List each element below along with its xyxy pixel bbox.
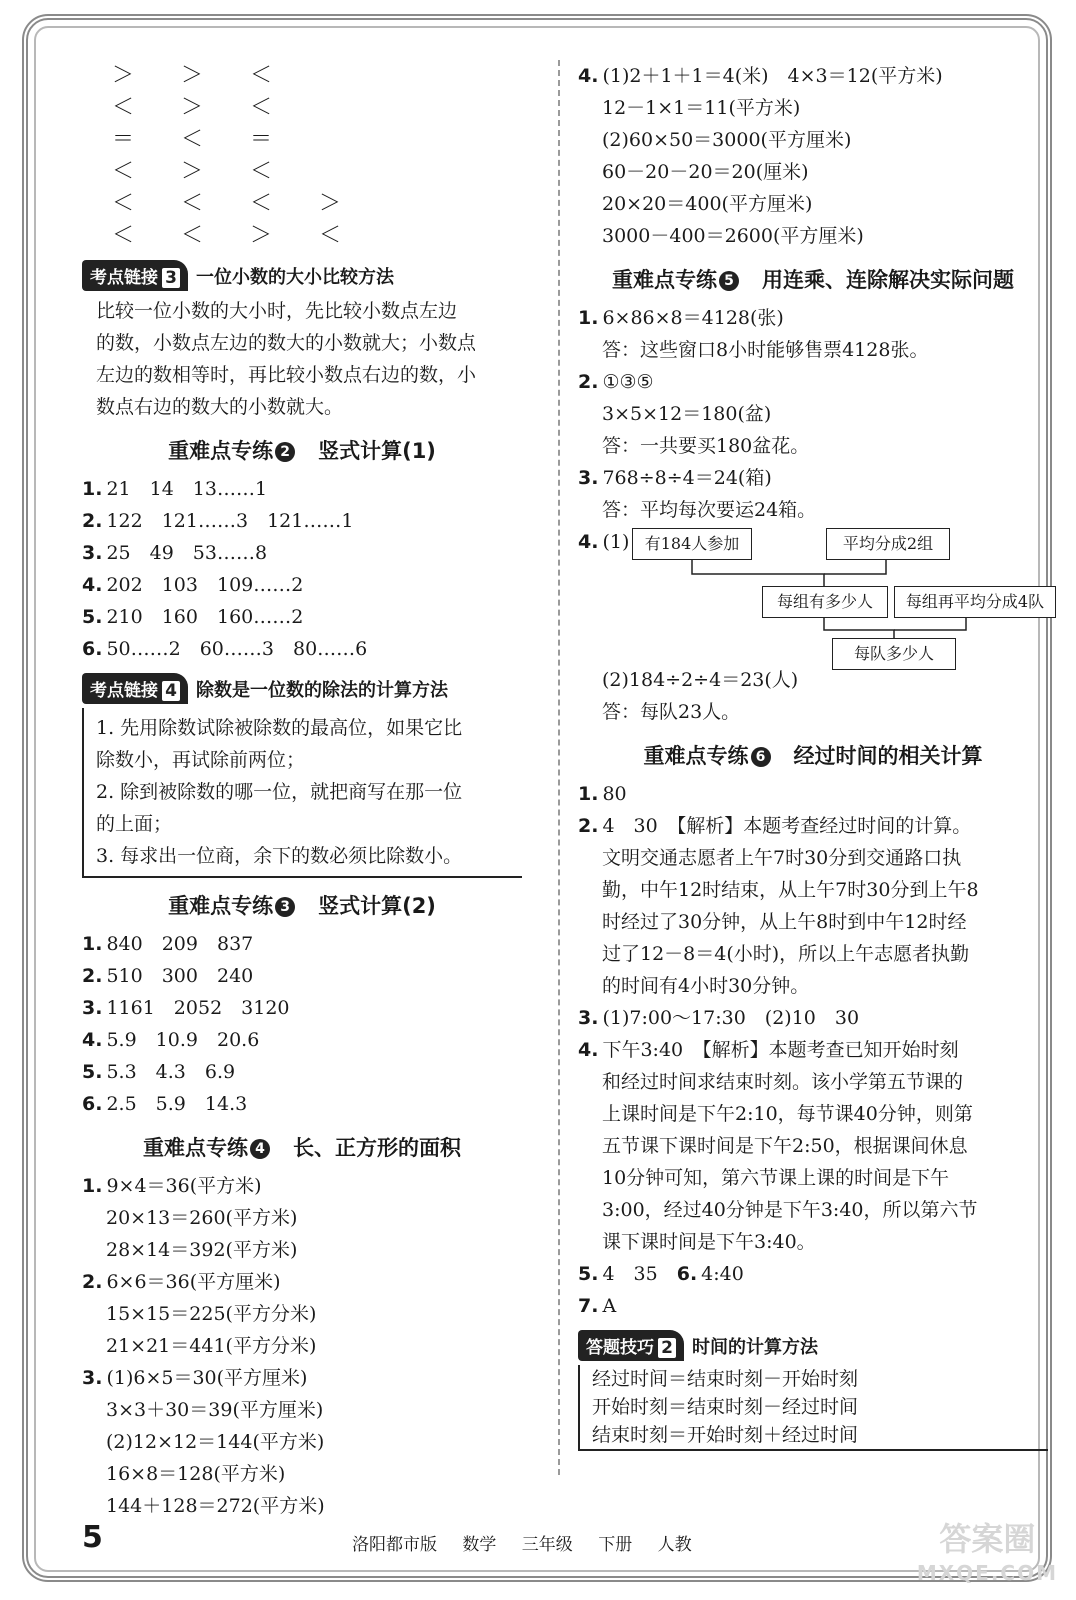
section6-answers <box>578 778 1048 1322</box>
answer-line: 16×8＝128(平方米) <box>106 1463 286 1485</box>
section4-title: 重难点专练 4 长、正方形的面积 <box>143 1136 461 1160</box>
answer-line: 6. 2.5 5.9 14.3 <box>82 1093 248 1115</box>
answer-line: (2)184÷2÷4＝23(人) <box>602 669 799 691</box>
symbol-row: ＞ ＞ ＜ <box>112 63 292 88</box>
diagram-node-participants: 有184人参加 <box>632 528 752 560</box>
answer-line: 勤，中午12时结束，从上午7时30分到上午8 <box>602 879 979 901</box>
answer-line: 6. 50……2 60……3 80……6 <box>82 638 368 660</box>
diagram-node-four-teams: 每组再平均分成4队 <box>894 586 1056 618</box>
right-column <box>578 60 1048 1457</box>
tip2-body: 经过时间＝结束时刻－开始时刻 开始时刻＝结束时刻－经过时间 结束时刻＝开始时刻＋经过时间 <box>578 1365 1048 1451</box>
answer-line: (2)60×50＝3000(平方厘米) <box>602 129 852 151</box>
answer-line: 答：每队23人。 <box>602 701 741 723</box>
answer-line: 3:00，经过40分钟是下午3:40，所以第六节 <box>602 1199 978 1221</box>
link4-body: 1. 先用除数试除被除数的最高位，如果它比 除数小，再试除前两位； 2. 除到被除数的哪一位，就把商写在那一位 的上面； 3. 每求出一位商，余下的数必须比除数小。 <box>82 708 522 878</box>
answer-line: 5. 5.3 4.3 6.9 <box>82 1061 236 1083</box>
answer-line: 60－20－20＝20(厘米) <box>602 161 809 183</box>
answer-line: 1. 6×86×8＝4128(张) <box>578 307 784 329</box>
diagram-node-per-team: 每队多少人 <box>832 638 956 670</box>
link3-header <box>82 260 522 291</box>
analysis-diagram <box>632 526 1072 663</box>
answer-line: 4. (1) <box>578 531 630 553</box>
left-column <box>82 60 522 1522</box>
answer-line: 4. (1)2＋1＋1＝4(米) 4×3＝12(平方米) <box>578 65 943 87</box>
column-divider <box>558 60 560 1475</box>
answer-line: 课下课时间是下午3:40。 <box>602 1231 816 1253</box>
answer-line: 1. 21 14 13……1 <box>82 478 268 500</box>
answer-line: 上课时间是下午2:10，每节课40分钟，则第 <box>602 1103 973 1125</box>
link4-title: 除数是一位数的除法的计算方法 <box>196 679 448 701</box>
answer-line: 3. (1)6×5＝30(平方厘米) <box>82 1367 308 1389</box>
tip2-badge: 答题技巧 2 <box>578 1330 684 1361</box>
answer-line: 五节课下课时间是下午2:50，根据课间休息 <box>602 1135 968 1157</box>
answer-line: 3. 768÷8÷4＝24(箱) <box>578 467 772 489</box>
answer-line: 答：平均每次要运24箱。 <box>602 499 817 521</box>
answer-line: 2. 6×6＝36(平方厘米) <box>82 1271 281 1293</box>
answer-line: 7. A <box>578 1295 617 1317</box>
answer-line: 文明交通志愿者上午7时30分到交通路口执 <box>602 847 962 869</box>
answer-line: 4. 下午3:40 【解析】本题考查已知开始时刻 <box>578 1039 959 1061</box>
section3-title: 重难点专练 3 竖式计算(2) <box>168 894 436 918</box>
answer-line: 时经过了30分钟，从上午8时到中午12时经 <box>602 911 967 933</box>
symbol-answers <box>82 60 522 252</box>
answer-line: 144＋128＝272(平方米) <box>106 1495 325 1517</box>
answer-line: 1. 80 <box>578 783 627 805</box>
tip2-title: 时间的计算方法 <box>692 1336 818 1358</box>
section5-title: 重难点专练 5 用连乘、连除解决实际问题 <box>612 268 1014 292</box>
symbol-row: ＝ ＜ ＝ <box>112 127 292 152</box>
answer-line: 3×5×12＝180(盆) <box>602 403 772 425</box>
answer-line: 20×20＝400(平方厘米) <box>602 193 813 215</box>
answer-line: 2. 122 121……3 121……1 <box>82 510 354 532</box>
answer-line: 28×14＝392(平方米) <box>106 1239 298 1261</box>
answer-line: 3. 1161 2052 3120 <box>82 997 290 1019</box>
answer-line: 过了12－8＝4(小时)，所以上午志愿者执勤 <box>602 943 970 965</box>
answer-line: 2. 510 300 240 <box>82 965 254 987</box>
section2-title: 重难点专练 2 竖式计算(1) <box>168 439 436 463</box>
section5-answers <box>578 302 1048 728</box>
book-edition-info: 洛阳都市版 数学 三年级 下册 人教 <box>352 1535 692 1555</box>
link4-header <box>82 673 522 704</box>
answer-line: 答：一共要买180盆花。 <box>602 435 810 457</box>
answer-line: 3×3＋30＝39(平方厘米) <box>106 1399 324 1421</box>
symbol-row: ＜ ＜ ＜ ＞ <box>112 191 361 216</box>
answer-line: 5. 210 160 160……2 <box>82 606 304 628</box>
answer-line: 12－1×1＝11(平方米) <box>602 97 801 119</box>
answer-line: 4. 202 103 109……2 <box>82 574 304 596</box>
answer-line: 答：这些窗口8小时能够售票4128张。 <box>602 339 929 361</box>
answer-line: 2. ①③⑤ <box>578 371 654 393</box>
answer-line: 21×21＝441(平方分米) <box>106 1335 317 1357</box>
symbol-row: ＜ ＜ ＞ ＜ <box>112 223 361 248</box>
link3-badge: 考点链接 3 <box>82 260 188 291</box>
answer-line: 4. 5.9 10.9 20.6 <box>82 1029 260 1051</box>
answer-line: 2. 4 30 【解析】本题考查经过时间的计算。 <box>578 815 972 837</box>
section4-answers <box>82 1170 522 1522</box>
tip2-header <box>578 1330 1048 1361</box>
answer-line: (2)12×12＝144(平方米) <box>106 1431 325 1453</box>
answer-line: 3. (1)7:00～17:30 (2)10 30 <box>578 1007 860 1029</box>
answer-line: 10分钟可知，第六节课上课的时间是下午 <box>602 1167 950 1189</box>
section6-title: 重难点专练 6 经过时间的相关计算 <box>643 744 983 768</box>
page-footer <box>82 1520 1042 1564</box>
link3-title: 一位小数的大小比较方法 <box>196 266 394 288</box>
page-number: 5 <box>82 1520 103 1555</box>
section4-continued <box>578 60 1048 252</box>
answer-line: 20×13＝260(平方米) <box>106 1207 298 1229</box>
answer-line: 3000－400＝2600(平方厘米) <box>602 225 864 247</box>
section2-answers <box>82 473 522 665</box>
symbol-row: ＜ ＞ ＜ <box>112 159 292 184</box>
symbol-row: ＜ ＞ ＜ <box>112 95 292 120</box>
answer-line: 1. 840 209 837 <box>82 933 254 955</box>
watermark-logo: 答案圈 MXQE.COM <box>916 1520 1058 1585</box>
answer-line: 5. 4 35 6. 4:40 <box>578 1263 744 1285</box>
answer-line: 15×15＝225(平方分米) <box>106 1303 317 1325</box>
diagram-node-two-groups: 平均分成2组 <box>826 528 950 560</box>
section3-answers <box>82 928 522 1120</box>
answer-line: 3. 25 49 53……8 <box>82 542 268 564</box>
link3-body: 比较一位小数的大小时，先比较小数点左边 的数，小数点左边的数大的小数就大；小数点 左边的数相等时，再比较小数点右边的数，小 数点右边的数大的小数就大。 <box>96 300 477 418</box>
answer-line: 和经过时间求结束时刻。该小学第五节课的 <box>602 1071 964 1093</box>
link4-badge: 考点链接 4 <box>82 673 188 704</box>
diagram-node-per-group: 每组有多少人 <box>762 586 888 618</box>
answer-line: 的时间有4小时30分钟。 <box>602 975 810 997</box>
answer-line: 1. 9×4＝36(平方米) <box>82 1175 262 1197</box>
